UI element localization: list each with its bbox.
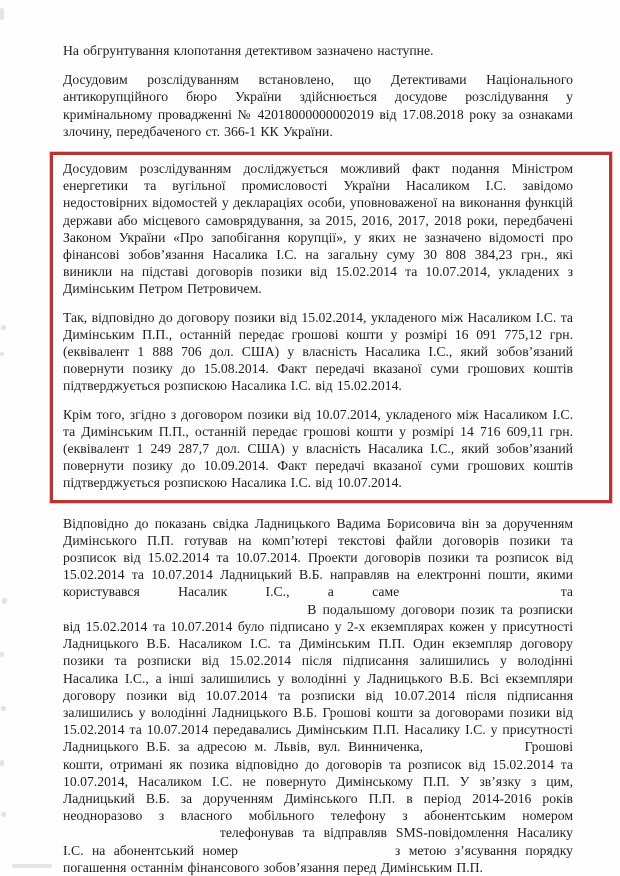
testimony-text-2: та: [560, 584, 573, 600]
testimony-text-6: з метою з’ясування порядку погашення останнім фінансового зобов’язання перед Димінським П.П.: [63, 842, 573, 875]
redacted-email-2: [63, 612, 301, 614]
highlighted-paragraph-loan-15-02-2014: Так, відповідно до договору позики від 15.02.2014, укладеного між Насаликом І.С. та Димінським П.П., останній передає грошові кошти у розмірі 16 091 775,12 грн. (еквівалент 1 888 706 дол. США) у власність Насалика І.С., який зобов’язаний повернути позику до 15.08.2014. Факт передачі вказаної суми грошових коштів підтверджується розпискою Насалика І.С. від 15.02.2014.: [63, 309, 573, 394]
scan-artifact: [1, 812, 6, 817]
scan-artifact: [0, 8, 4, 20]
intro-paragraph: На обгрунтування клопотання детективом зазначено наступне.: [63, 43, 434, 58]
testimony-text-5: телефонував та відправляв SMS-повідомлення Насалику І.С. на абонентський номер: [63, 825, 573, 858]
redacted-phone-number-1: [63, 835, 211, 837]
testimony-text-3: В подальшому договори позик та розписки від 15.02.2014 та 10.07.2014 було підписано у 2-х екземплярах кожен у присутності Ладницького В.Б. Насаликом І.С. та Димінським П.П. Один екземпляр договору позики та розписки від 15.02.2014 після підписання залишились у володінні Насалика І.С., а інші залишились у володінні у Ладницького В.Б. Всі екземпляри договору позики від 10.07.2014 та розписки від 10.07.2014 після підписання залишились у володінні Ладницького В.Б. Грошові кошти за договорами позики від 15.02.2014 та 10.07.2014 передавались Димінським П.П. Насалику І.С. у присутності Ладницького В.Б. за адресою м. Львів, вул. Винниченка,: [63, 601, 574, 755]
redacted-email-1: [437, 594, 522, 596]
scan-artifact: [0, 760, 4, 766]
investigation-paragraph: Досудовим розслідуванням встановлено, що Детективами Національного антикорупційного бюро України здійснюється досудове розслідування у кримінальному провадженні № 42018000000002019 від 17.08.2018 року за ознаками злочину, передбаченого ст. 366-1 КК України.: [63, 72, 573, 139]
scan-artifact: [2, 598, 7, 604]
scan-artifact: [0, 652, 4, 657]
testimony-text-1: Відповідно до показань свідка Ладницького Вадима Борисовича він за дорученням Димінського П.П. готував на комп’ютері текстові файли договорів позики та розписок від 15.02.2014 та 10.07.2014. Проекти договорів позики та розписок від 15.02.2014 та 10.07.2014 Ладницький В.Б. направляв на електронні пошти, якими користувався Насалик І.С., а саме: [63, 515, 573, 600]
red-highlight-box: [50, 152, 612, 503]
scan-artifact: [1, 325, 6, 330]
redacted-phone-number-2: [246, 853, 386, 855]
witness-testimony-paragraph: [63, 515, 573, 876]
redacted-address-number: [431, 749, 517, 751]
testimony-text-4: Грошові кошти, отримані як позика відповідно до договорів та розписок від 15.02.2014 та 10.07.2014, Насаликом І.С. не повернуто Димінському П.П. У зв’язку з цим, Ладницький В.Б. за дорученням Димінського П.П. в період 2014-2016 років неодноразово з власного мобільного телефону з абонентським номером: [63, 739, 574, 824]
highlighted-paragraph-declaration-fact: Досудовим розслідуванням досліджується можливий факт подання Міністром енергетики та вугільної промисловості України Насаликом І.С. завідомо недостовірних відомостей у деклараціях особи, уповноваженої на виконання функцій держави або місцевого самоврядування, за 2015, 2016, 2017, 2018 роки, передбачені Законом України «Про запобігання корупції», у яких не зазначено відомості про фінансові зобов’язання Насалика І.С. на загальну суму 30 808 384,23 грн., які виникли на підставі договорів позики від 15.02.2014 та 10.07.2014, укладених з Димінським Петром Петровичем.: [63, 161, 573, 297]
scan-artifact: [0, 352, 4, 356]
scan-artifact: [12, 864, 52, 868]
scan-artifact: [1, 706, 6, 711]
highlighted-paragraph-loan-10-07-2014: Крім того, згідно з договором позики від 10.07.2014, укладеного між Насаликом І.С. та Димінським П.П., останній передає грошові кошти у розмірі 14 716 609,11 грн. (еквівалент 1 249 287,7 дол. США) у власність Насалика І.С., який зобов’язаний повернути позику до 10.09.2014. Факт передачі вказаної суми грошових коштів підтверджується розпискою Насалика І.С. від 10.07.2014.: [63, 406, 573, 491]
